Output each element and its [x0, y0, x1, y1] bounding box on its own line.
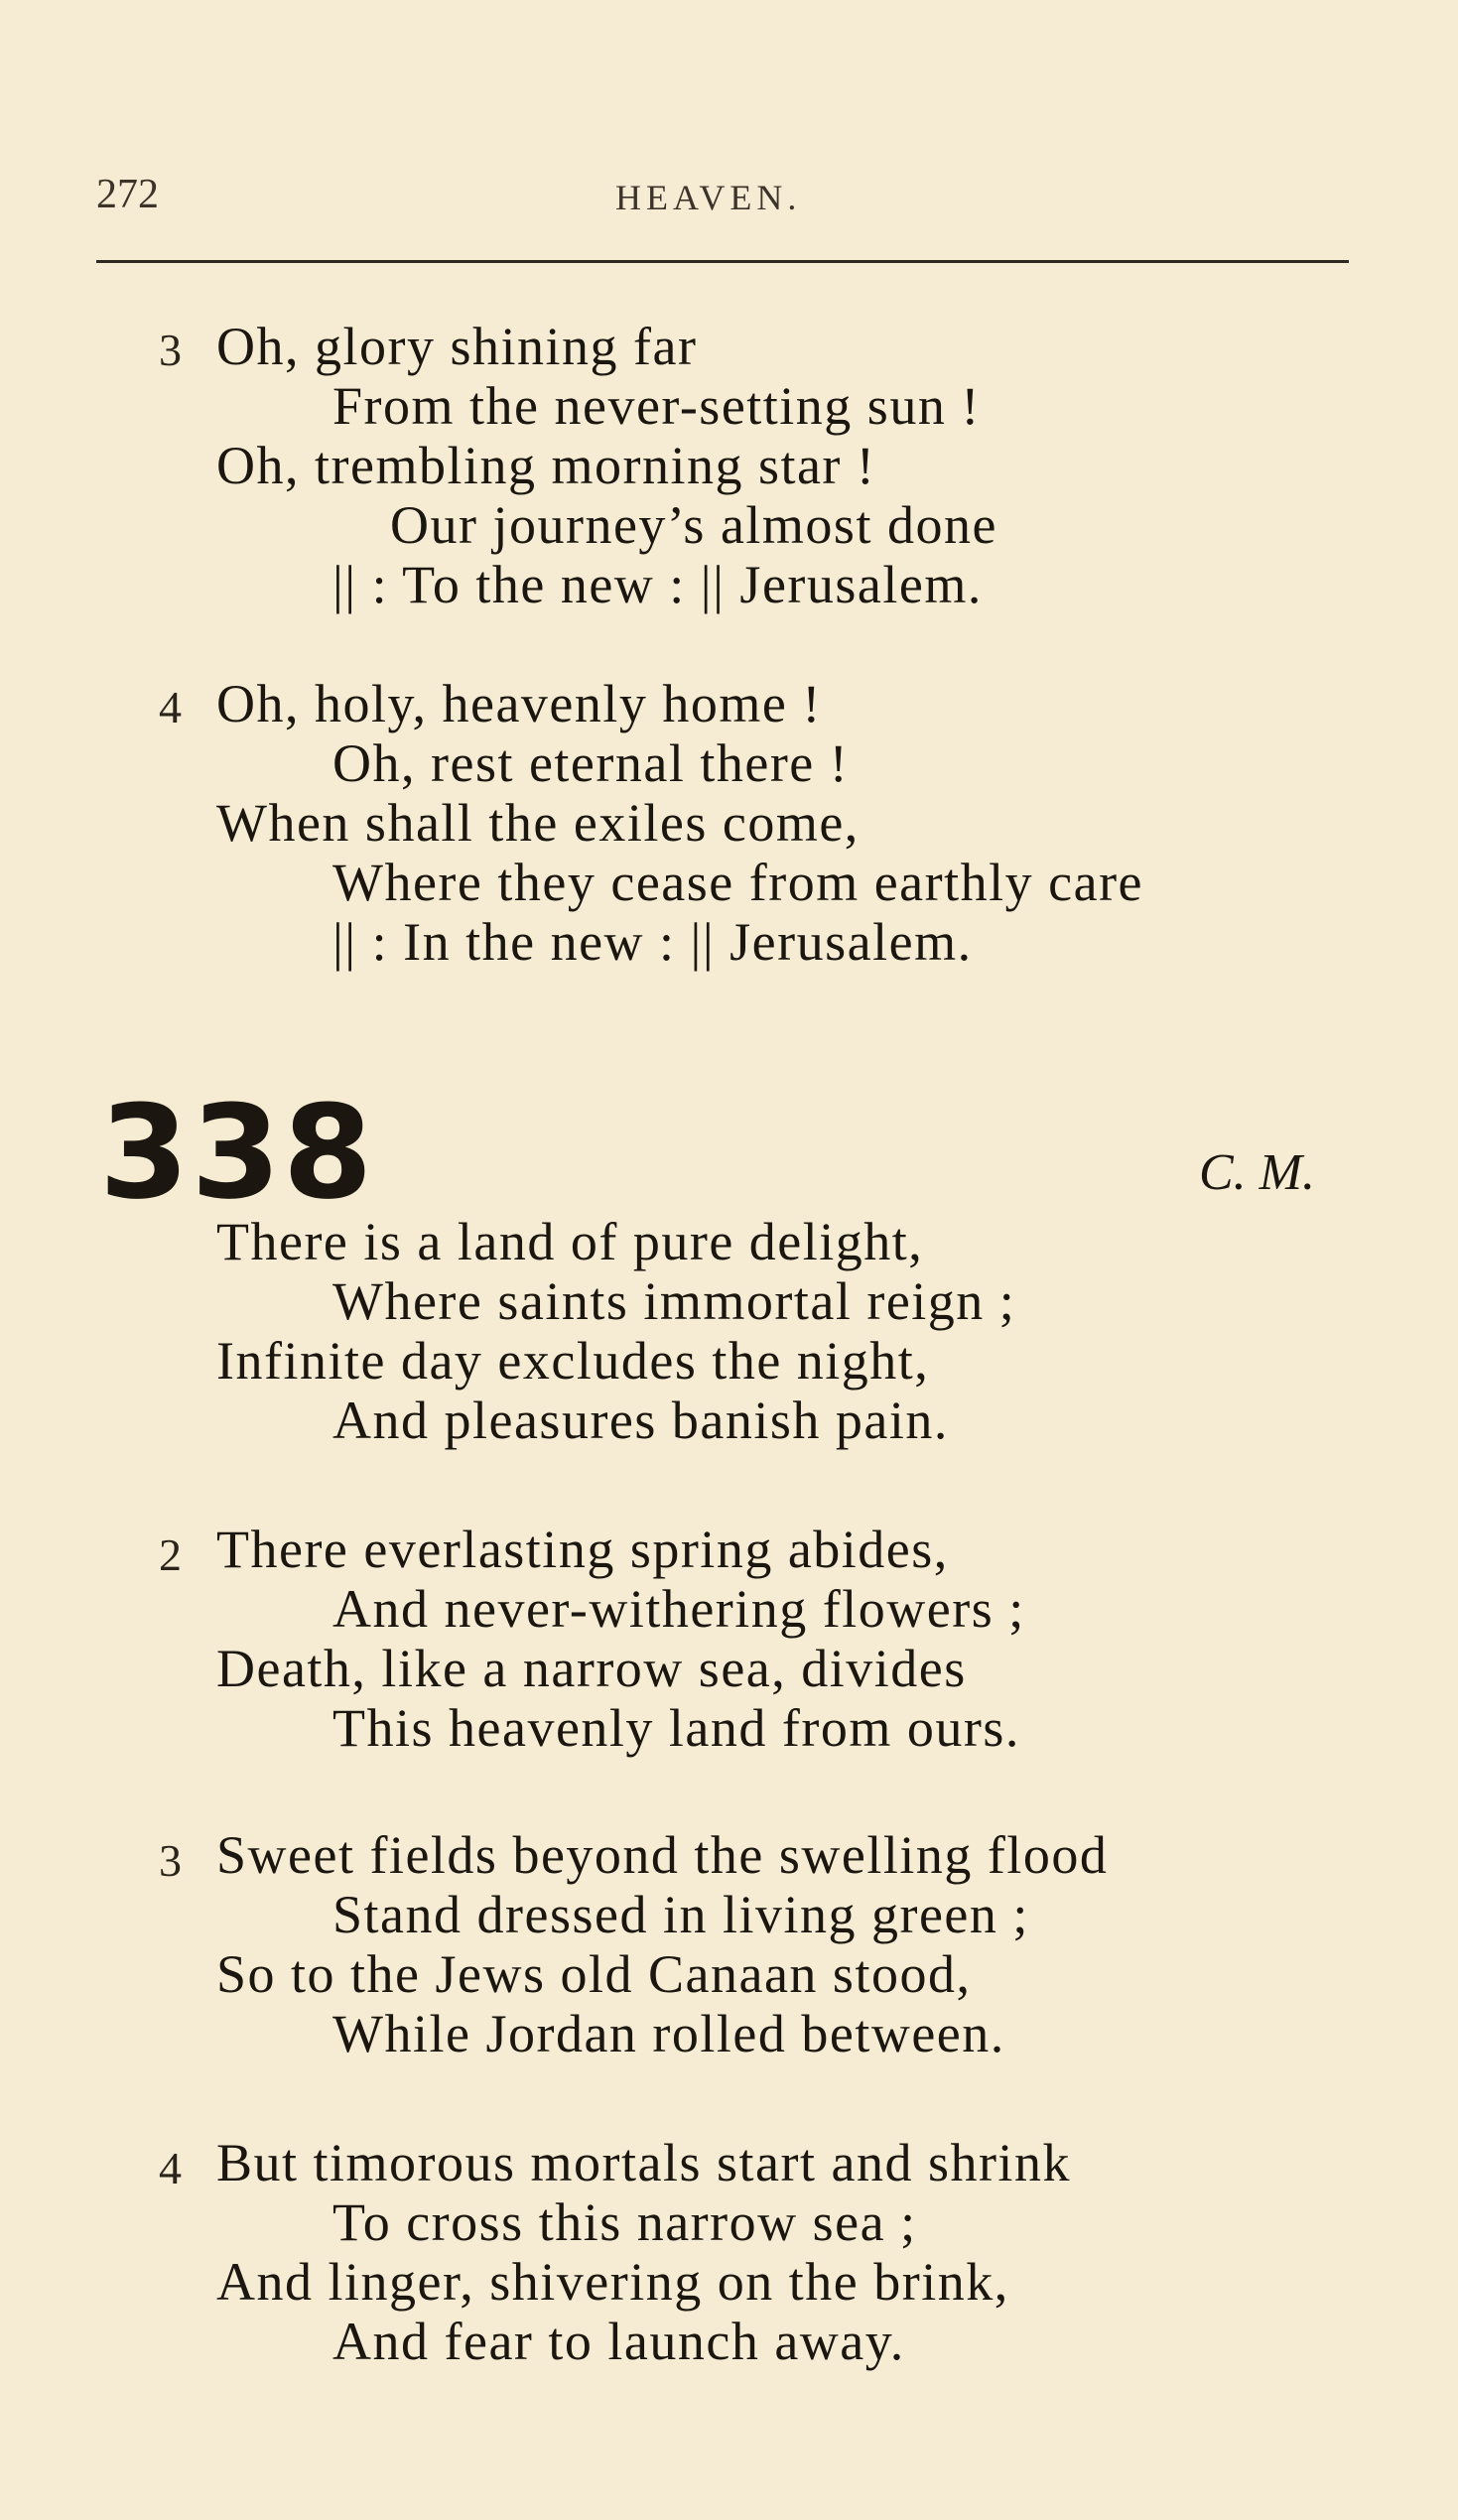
verse-line: || : In the new : || Jerusalem.: [332, 912, 973, 972]
verse-line: Oh, holy, heavenly home !: [216, 674, 822, 733]
header-rule: [96, 260, 1349, 263]
running-head: [0, 171, 1458, 220]
section-title: HEAVEN.: [615, 178, 802, 217]
verse-line: Oh, glory shining far: [216, 317, 698, 376]
verse-number: 4: [159, 2143, 182, 2193]
verse-line: Infinite day excludes the night,: [216, 1331, 930, 1391]
verse-line: Oh, rest eternal there !: [332, 733, 850, 793]
verse-line: To cross this narrow sea ;: [332, 2192, 917, 2252]
verse-number: 3: [159, 1835, 182, 1886]
verse-line: Our journey’s almost done: [390, 495, 997, 555]
verse-line: Where saints immortal reign ;: [332, 1271, 1016, 1331]
verse-line: || : To the new : || Jerusalem.: [332, 555, 983, 614]
verse-line: Oh, trembling morning star !: [216, 436, 876, 495]
verse-line: This heavenly land from ours.: [332, 1698, 1020, 1758]
verse-line: And pleasures banish pain.: [332, 1391, 949, 1450]
verse-number: 3: [159, 325, 182, 375]
verse-line: But timorous mortals start and shrink: [216, 2133, 1071, 2192]
verse-line: And fear to launch away.: [332, 2312, 905, 2371]
verse-line: And linger, shivering on the brink,: [216, 2252, 1009, 2312]
verse-line: Sweet fields beyond the swelling flood: [216, 1825, 1109, 1885]
verse-line: And never-withering flowers ;: [332, 1579, 1025, 1639]
verse-line: There is a land of pure delight,: [216, 1212, 924, 1271]
verse-line: Stand dressed in living green ;: [332, 1885, 1029, 1944]
verse-number: 4: [159, 682, 182, 732]
verse-number: 2: [159, 1529, 182, 1580]
verse-line: Where they cease from earthly care: [332, 853, 1144, 912]
verse-line: Death, like a narrow sea, divides: [216, 1639, 967, 1698]
verse-line: When shall the exiles come,: [216, 793, 860, 853]
hymn-meter: C. M.: [1199, 1144, 1315, 1201]
verse-line: From the never-setting sun !: [332, 376, 981, 436]
verse-line: There everlasting spring abides,: [216, 1520, 949, 1579]
hymn-number: 338: [99, 1077, 375, 1228]
page-number: 272: [96, 172, 159, 217]
verse-line: While Jordan rolled between.: [332, 2004, 1005, 2063]
verse-line: So to the Jews old Canaan stood,: [216, 1944, 972, 2004]
